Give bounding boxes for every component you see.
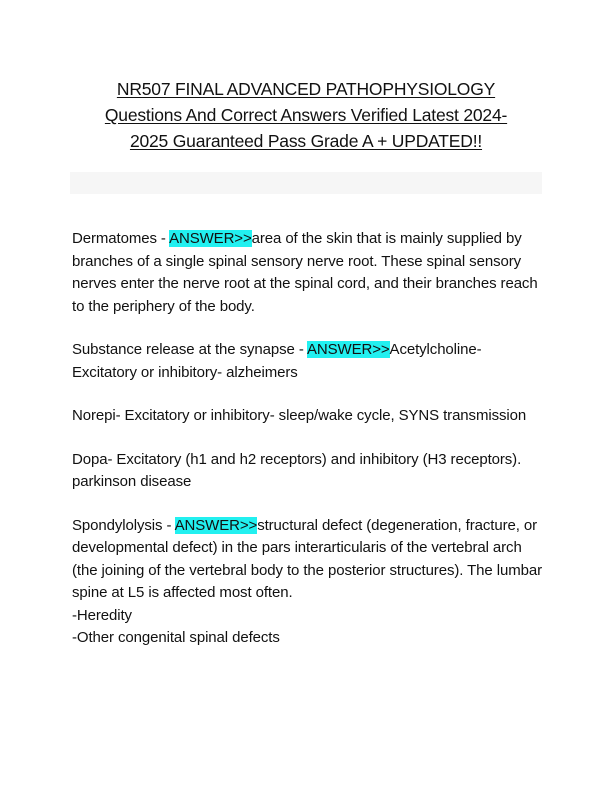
document-body: [72, 228, 548, 650]
answer-marker-highlight: ANSWER>>: [306, 341, 390, 358]
entry-answer: area of the skin that is mainly supplied by branches of a single spinal sensory nerve root. These spinal sensory nerves enter the nerve root at the spinal cord, and their branches reach to the periphery of the body.: [72, 230, 538, 315]
title-line-3: 2025 Guaranteed Pass Grade A + UPDATED!!: [129, 131, 483, 151]
entry-dopa: [72, 449, 548, 494]
answer-marker-highlight: ANSWER>>: [174, 516, 258, 534]
entry-substance-release: [72, 339, 548, 384]
entry-answer: structural defect (degeneration, fracture, or developmental defect) in the pars interarticularis of the vertebral arch (the joining of the vertebral body to the posterior structures). The lumbar spine at L5 is affected most often.: [72, 516, 542, 601]
entry-term: Substance release at the synapse -: [72, 341, 307, 358]
entry-extra-line-congenital: -Other congenital spinal defects: [72, 629, 280, 646]
entry-answer: Acetylcholine- Excitatory or inhibitory- alzheimers: [72, 341, 482, 381]
document-title: [60, 76, 552, 154]
entry-term: Spondylolysis -: [72, 516, 175, 534]
entry-spondylolysis: [72, 515, 548, 650]
entry-norepi: [72, 405, 548, 428]
entry-text: Dopa- Excitatory (h1 and h2 receptors) and inhibitory (H3 receptors). parkinson disease: [72, 450, 522, 490]
gray-separator-band: [70, 172, 542, 194]
entry-dermatomes: [72, 228, 548, 318]
title-line-1: NR507 FINAL ADVANCED PATHOPHYSIOLOGY: [116, 79, 496, 99]
title-line-2: Questions And Correct Answers Verified Latest 2024-: [104, 105, 508, 125]
entry-extra-line-heredity: -Heredity: [72, 606, 132, 624]
answer-marker-highlight: ANSWER>>: [169, 230, 252, 247]
entry-term: Dermatomes -: [72, 230, 170, 247]
entry-text: Norepi- Excitatory or inhibitory- sleep/wake cycle, SYNS transmission: [72, 407, 527, 424]
